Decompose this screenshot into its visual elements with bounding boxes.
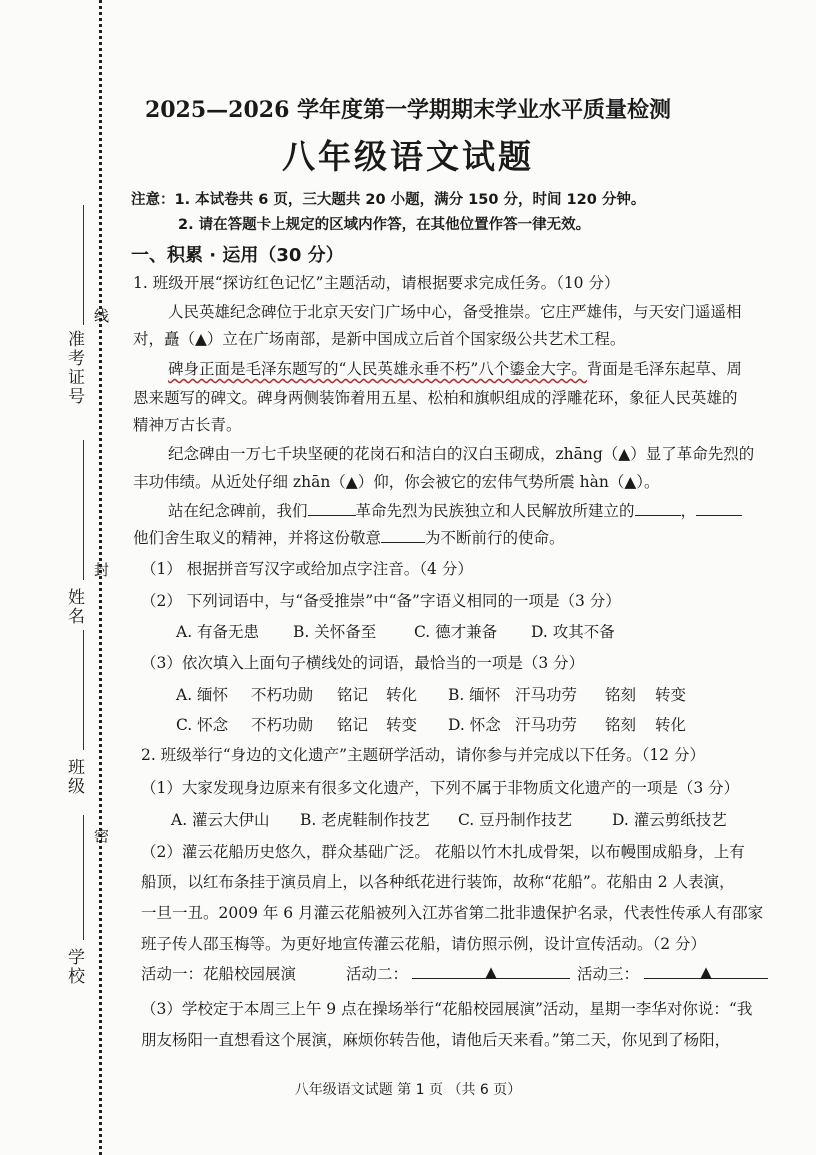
q1-passage-line bbox=[133, 526, 565, 548]
answer-blank bbox=[308, 501, 356, 516]
q1-passage-line bbox=[168, 499, 742, 521]
q1-passage-line: 对，矗（▲）立在广场南部，是新中国成立后首个国家级公共艺术工程。 bbox=[133, 330, 626, 348]
q1-sub3-option-d-word3: 铭刻 bbox=[605, 716, 637, 734]
q1-sub2-option: B. 关怀备至 bbox=[293, 623, 377, 641]
q1-sub3-option-d-word2: 汗马功劳 bbox=[515, 716, 578, 734]
page-footer: 八年级语文试题 第 1 页 （共 6 页） bbox=[294, 1082, 522, 1098]
q2-sub2-line: 船顶，以红布条挂于演员肩上，以各种纸花进行装饰，故称“花船”。花船由 2 人表演， bbox=[141, 873, 735, 891]
q1-passage-text: ， bbox=[680, 502, 697, 520]
q1-passage-line: 纪念碑由一万七千块坚硬的花岗石和洁白的汉白玉砌成，zhāng（▲）显了革命先烈的 bbox=[168, 445, 755, 463]
activity-2-blank: ▲ bbox=[412, 963, 570, 979]
q1-sub3-option-c-word4: 转变 bbox=[386, 716, 418, 734]
note-line-1: 注意：1. 本试卷共 6 页，三大题共 20 小题，满分 150 分，时间 120 分钟。 bbox=[131, 192, 646, 208]
school-label: 学校 bbox=[64, 948, 84, 986]
name-field-line bbox=[83, 440, 84, 580]
class-field-line bbox=[83, 630, 84, 750]
q1-passage-text: 革命先烈为民族独立和人民解放所建立的 bbox=[355, 502, 635, 520]
q2-stem: 2. 班级举行“身边的文化遗产”主题研学活动，请你参与并完成以下任务。（12 分） bbox=[141, 746, 705, 764]
binding-mark-mi: 密 bbox=[92, 828, 110, 845]
q1-sub3-option-c-word3: 铭记 bbox=[337, 716, 369, 734]
q1-sub3-option-d-word1: D. 怀念 bbox=[448, 716, 501, 734]
q2-sub1-option: B. 老虎鞋制作技艺 bbox=[300, 811, 430, 829]
activity-1: 活动一：花船校园展演 bbox=[141, 965, 297, 983]
answer-blank bbox=[635, 501, 681, 516]
class-label: 班级 bbox=[64, 758, 84, 796]
q2-sub2-line: 一旦一丑。2009 年 6 月灌云花船被列入江苏省第二批非遗保护名录，代表性传承人有邵家 bbox=[141, 904, 764, 922]
candidate-number-field-line bbox=[83, 205, 84, 325]
q1-passage-text: 为不断前行的使命。 bbox=[425, 529, 565, 547]
activity-3-blank: ▲ bbox=[644, 963, 768, 979]
q1-sub3: （3）依次填入上面句子横线处的词语，最恰当的一项是（3 分） bbox=[141, 654, 585, 672]
q1-sub3-option-c-word1: C. 怀念 bbox=[176, 716, 229, 734]
q1-sub3-option-a-word3: 铭记 bbox=[337, 686, 369, 704]
q1-sub2-option: C. 德才兼备 bbox=[414, 623, 498, 641]
q1-passage-line bbox=[168, 357, 742, 379]
q1-sub2-option: A. 有备无患 bbox=[176, 623, 260, 641]
school-field-line bbox=[83, 815, 84, 940]
binding-mark-feng: 封 bbox=[92, 562, 110, 579]
activity-2-label: 活动二： bbox=[346, 965, 409, 983]
q1-sub3-option-b-word2: 汗马功劳 bbox=[515, 686, 578, 704]
binding-mark-xian: 线 bbox=[92, 308, 110, 325]
q1-passage-line: 人民英雄纪念碑位于北京天安门广场中心，备受推崇。它庄严雄伟，与天安门遥遥相 bbox=[168, 303, 742, 321]
q2-sub2-line: （2）灌云花船历史悠久，群众基础广泛。 花船以竹木扎成骨架，以布幔围成船身，上有 bbox=[141, 843, 745, 861]
q1-passage-line: 丰功伟绩。从近处仔细 zhān（▲）仰，你会被它的宏伟气势所震 hàn（▲）。 bbox=[133, 473, 660, 491]
section-1-title: 一、积累 · 运用（30 分） bbox=[131, 245, 344, 266]
exam-title: 2025—2026 学年度第一学期期末学业水平质量检测 bbox=[144, 97, 672, 123]
q1-sub3-option-a-word1: A. 缅怀 bbox=[176, 686, 229, 704]
subject-title: 八年级语文试题 bbox=[282, 137, 534, 176]
answer-blank bbox=[696, 501, 742, 516]
q2-sub3-line: （3）学校定于本周三上午 9 点在操场举行“花船校园展演”活动，星期一李华对你说：“我 bbox=[141, 1000, 753, 1018]
q2-sub2-line: 班子传人邵玉梅等。为更好地宣传灌云花船，请仿照示例，设计宣传活动。（2 分） bbox=[141, 935, 707, 953]
q2-sub1-option: C. 豆丹制作技艺 bbox=[458, 811, 573, 829]
answer-blank bbox=[381, 528, 425, 543]
q1-passage-text: 背面是毛泽东起草、周 bbox=[586, 360, 742, 378]
q1-sub3-option-b-word4: 转变 bbox=[655, 686, 687, 704]
q1-sub3-option-d-word4: 转化 bbox=[655, 716, 687, 734]
name-label: 姓名 bbox=[64, 588, 84, 626]
underlined-sentence: 碑身正面是毛泽东题写的“人民英雄永垂不朽”八个鎏金大字。 bbox=[168, 360, 587, 378]
q1-passage-line: 恩来题写的碑文。碑身两侧装饰着用五星、松柏和旗帜组成的浮雕花环，象征人民英雄的 bbox=[133, 389, 738, 407]
q1-sub3-option-a-word4: 转化 bbox=[386, 686, 418, 704]
q2-sub1-option: D. 灌云剪纸技艺 bbox=[612, 811, 727, 829]
q1-sub2: （2） 下列词语中，与“备受推崇”中“备”字语义相同的一项是（3 分） bbox=[141, 592, 621, 610]
q1-passage-text: 他们舍生取义的精神，并将这份敬意 bbox=[133, 529, 382, 547]
q1-sub3-option-a-word2: 不朽功勋 bbox=[251, 686, 314, 704]
q1-sub1: （1） 根据拼音写汉字或给加点字注音。（4 分） bbox=[141, 560, 473, 578]
q1-stem: 1. 班级开展“探访红色记忆”主题活动，请根据要求完成任务。（10 分） bbox=[133, 274, 620, 292]
q2-sub1: （1）大家发现身边原来有很多文化遗产，下列不属于非物质文化遗产的一项是（3 分） bbox=[141, 779, 740, 797]
q1-sub2-option: D. 攻其不备 bbox=[531, 623, 615, 641]
q1-sub3-option-b-word3: 铭刻 bbox=[605, 686, 637, 704]
q1-passage-text: 站在纪念碑前，我们 bbox=[168, 502, 308, 520]
q2-sub3-line: 朋友杨阳一直想看这个展演，麻烦你转告他，请他后天来看。”第二天，你见到了杨阳， bbox=[141, 1031, 731, 1049]
q1-sub3-option-b-word1: B. 缅怀 bbox=[448, 686, 501, 704]
note-line-2: 2. 请在答题卡上规定的区域内作答，在其他位置作答一律无效。 bbox=[178, 217, 591, 233]
q1-passage-line: 精神万古长青。 bbox=[133, 416, 242, 434]
q1-sub3-option-c-word2: 不朽功勋 bbox=[251, 716, 314, 734]
candidate-number-label: 准考证号 bbox=[64, 330, 84, 406]
activity-3-label: 活动三： bbox=[577, 965, 640, 983]
q2-sub1-option: A. 灌云大伊山 bbox=[171, 811, 270, 829]
